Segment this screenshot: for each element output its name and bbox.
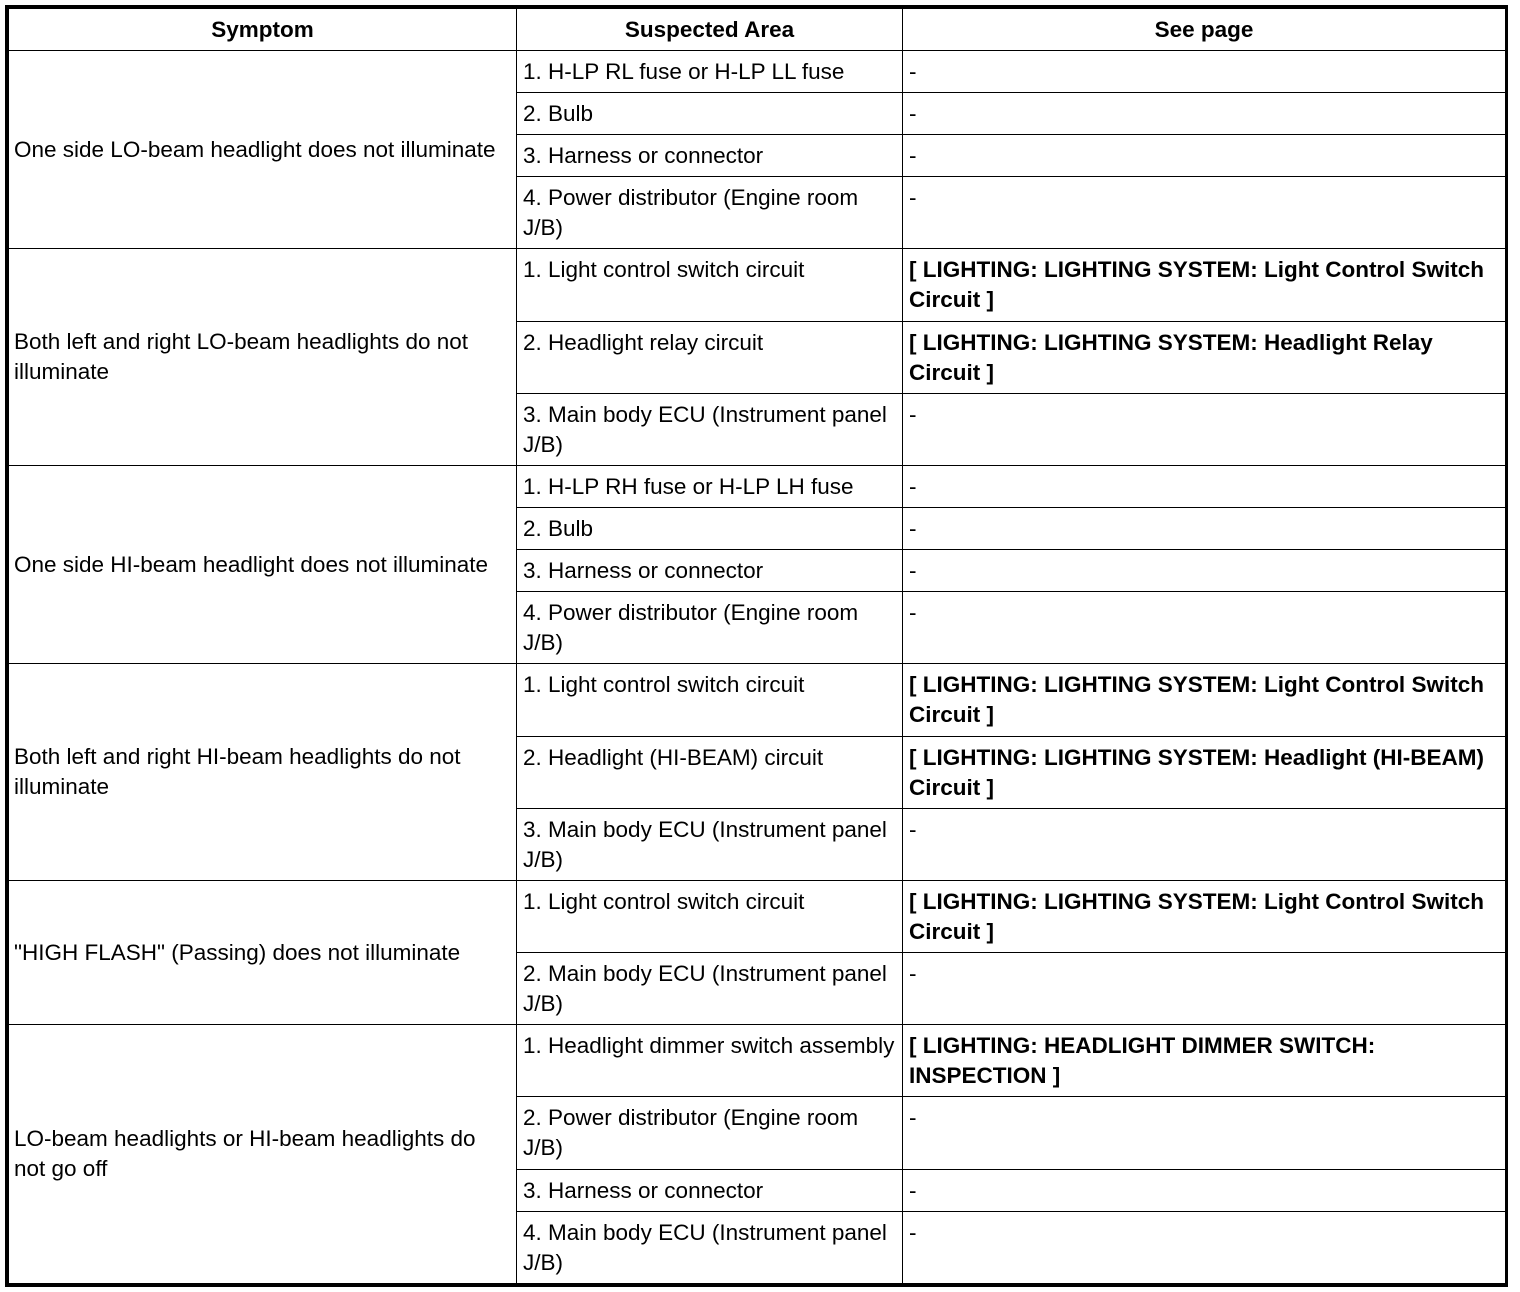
suspected-area-cell: 1. H-LP RL fuse or H-LP LL fuse — [517, 51, 903, 93]
symptom-table — [8, 8, 1506, 1284]
symptom-cell: "HIGH FLASH" (Passing) does not illuminate — [9, 880, 517, 1024]
symptom-cell: One side LO-beam headlight does not illuminate — [9, 51, 517, 249]
suspected-area-cell: 1. Light control switch circuit — [517, 249, 903, 321]
table-row — [9, 880, 1506, 952]
suspected-area-cell: 2. Main body ECU (Instrument panel J/B) — [517, 953, 903, 1025]
see-page-cell: - — [903, 1169, 1506, 1211]
suspected-area-cell: 1. Light control switch circuit — [517, 664, 903, 736]
suspected-area-cell: 2. Headlight (HI-BEAM) circuit — [517, 736, 903, 808]
suspected-area-cell: 3. Harness or connector — [517, 550, 903, 592]
suspected-area-cell: 4. Power distributor (Engine room J/B) — [517, 177, 903, 249]
see-page-cell: - — [903, 508, 1506, 550]
see-page-cell: - — [903, 93, 1506, 135]
suspected-area-cell: 1. Headlight dimmer switch assembly — [517, 1025, 903, 1097]
table-row — [9, 1025, 1506, 1097]
see-page-cell: - — [903, 808, 1506, 880]
see-page-link[interactable]: [ LIGHTING: HEADLIGHT DIMMER SWITCH: INSPECTION ] — [903, 1025, 1506, 1097]
suspected-area-cell: 3. Harness or connector — [517, 135, 903, 177]
table-body — [9, 51, 1506, 1284]
see-page-cell: - — [903, 135, 1506, 177]
table-header-row — [9, 9, 1506, 51]
see-page-cell: - — [903, 393, 1506, 465]
see-page-cell: - — [903, 465, 1506, 507]
symptom-cell: Both left and right LO-beam headlights do not illuminate — [9, 249, 517, 466]
symptom-cell: LO-beam headlights or HI-beam headlights do not go off — [9, 1025, 517, 1284]
see-page-cell: - — [903, 953, 1506, 1025]
see-page-cell: - — [903, 550, 1506, 592]
table-row — [9, 51, 1506, 93]
header-see-page: See page — [903, 9, 1506, 51]
see-page-cell: - — [903, 1097, 1506, 1169]
header-symptom: Symptom — [9, 9, 517, 51]
suspected-area-cell: 1. Light control switch circuit — [517, 880, 903, 952]
suspected-area-cell: 3. Main body ECU (Instrument panel J/B) — [517, 393, 903, 465]
see-page-link[interactable]: [ LIGHTING: LIGHTING SYSTEM: Headlight (HI-BEAM) Circuit ] — [903, 736, 1506, 808]
symptom-cell: Both left and right HI-beam headlights do not illuminate — [9, 664, 517, 881]
table-row — [9, 249, 1506, 321]
suspected-area-cell: 3. Main body ECU (Instrument panel J/B) — [517, 808, 903, 880]
suspected-area-cell: 1. H-LP RH fuse or H-LP LH fuse — [517, 465, 903, 507]
suspected-area-cell: 3. Harness or connector — [517, 1169, 903, 1211]
see-page-cell: - — [903, 51, 1506, 93]
suspected-area-cell: 2. Bulb — [517, 508, 903, 550]
header-suspected-area: Suspected Area — [517, 9, 903, 51]
suspected-area-cell: 4. Power distributor (Engine room J/B) — [517, 592, 903, 664]
see-page-link[interactable]: [ LIGHTING: LIGHTING SYSTEM: Light Control Switch Circuit ] — [903, 664, 1506, 736]
see-page-link[interactable]: [ LIGHTING: LIGHTING SYSTEM: Light Control Switch Circuit ] — [903, 880, 1506, 952]
table-row — [9, 664, 1506, 736]
suspected-area-cell: 2. Headlight relay circuit — [517, 321, 903, 393]
symptom-cell: One side HI-beam headlight does not illuminate — [9, 465, 517, 663]
see-page-cell: - — [903, 1211, 1506, 1283]
suspected-area-cell: 2. Bulb — [517, 93, 903, 135]
symptom-table-container — [5, 5, 1508, 1287]
see-page-link[interactable]: [ LIGHTING: LIGHTING SYSTEM: Light Control Switch Circuit ] — [903, 249, 1506, 321]
suspected-area-cell: 4. Main body ECU (Instrument panel J/B) — [517, 1211, 903, 1283]
see-page-link[interactable]: [ LIGHTING: LIGHTING SYSTEM: Headlight Relay Circuit ] — [903, 321, 1506, 393]
table-row — [9, 465, 1506, 507]
suspected-area-cell: 2. Power distributor (Engine room J/B) — [517, 1097, 903, 1169]
see-page-cell: - — [903, 177, 1506, 249]
see-page-cell: - — [903, 592, 1506, 664]
